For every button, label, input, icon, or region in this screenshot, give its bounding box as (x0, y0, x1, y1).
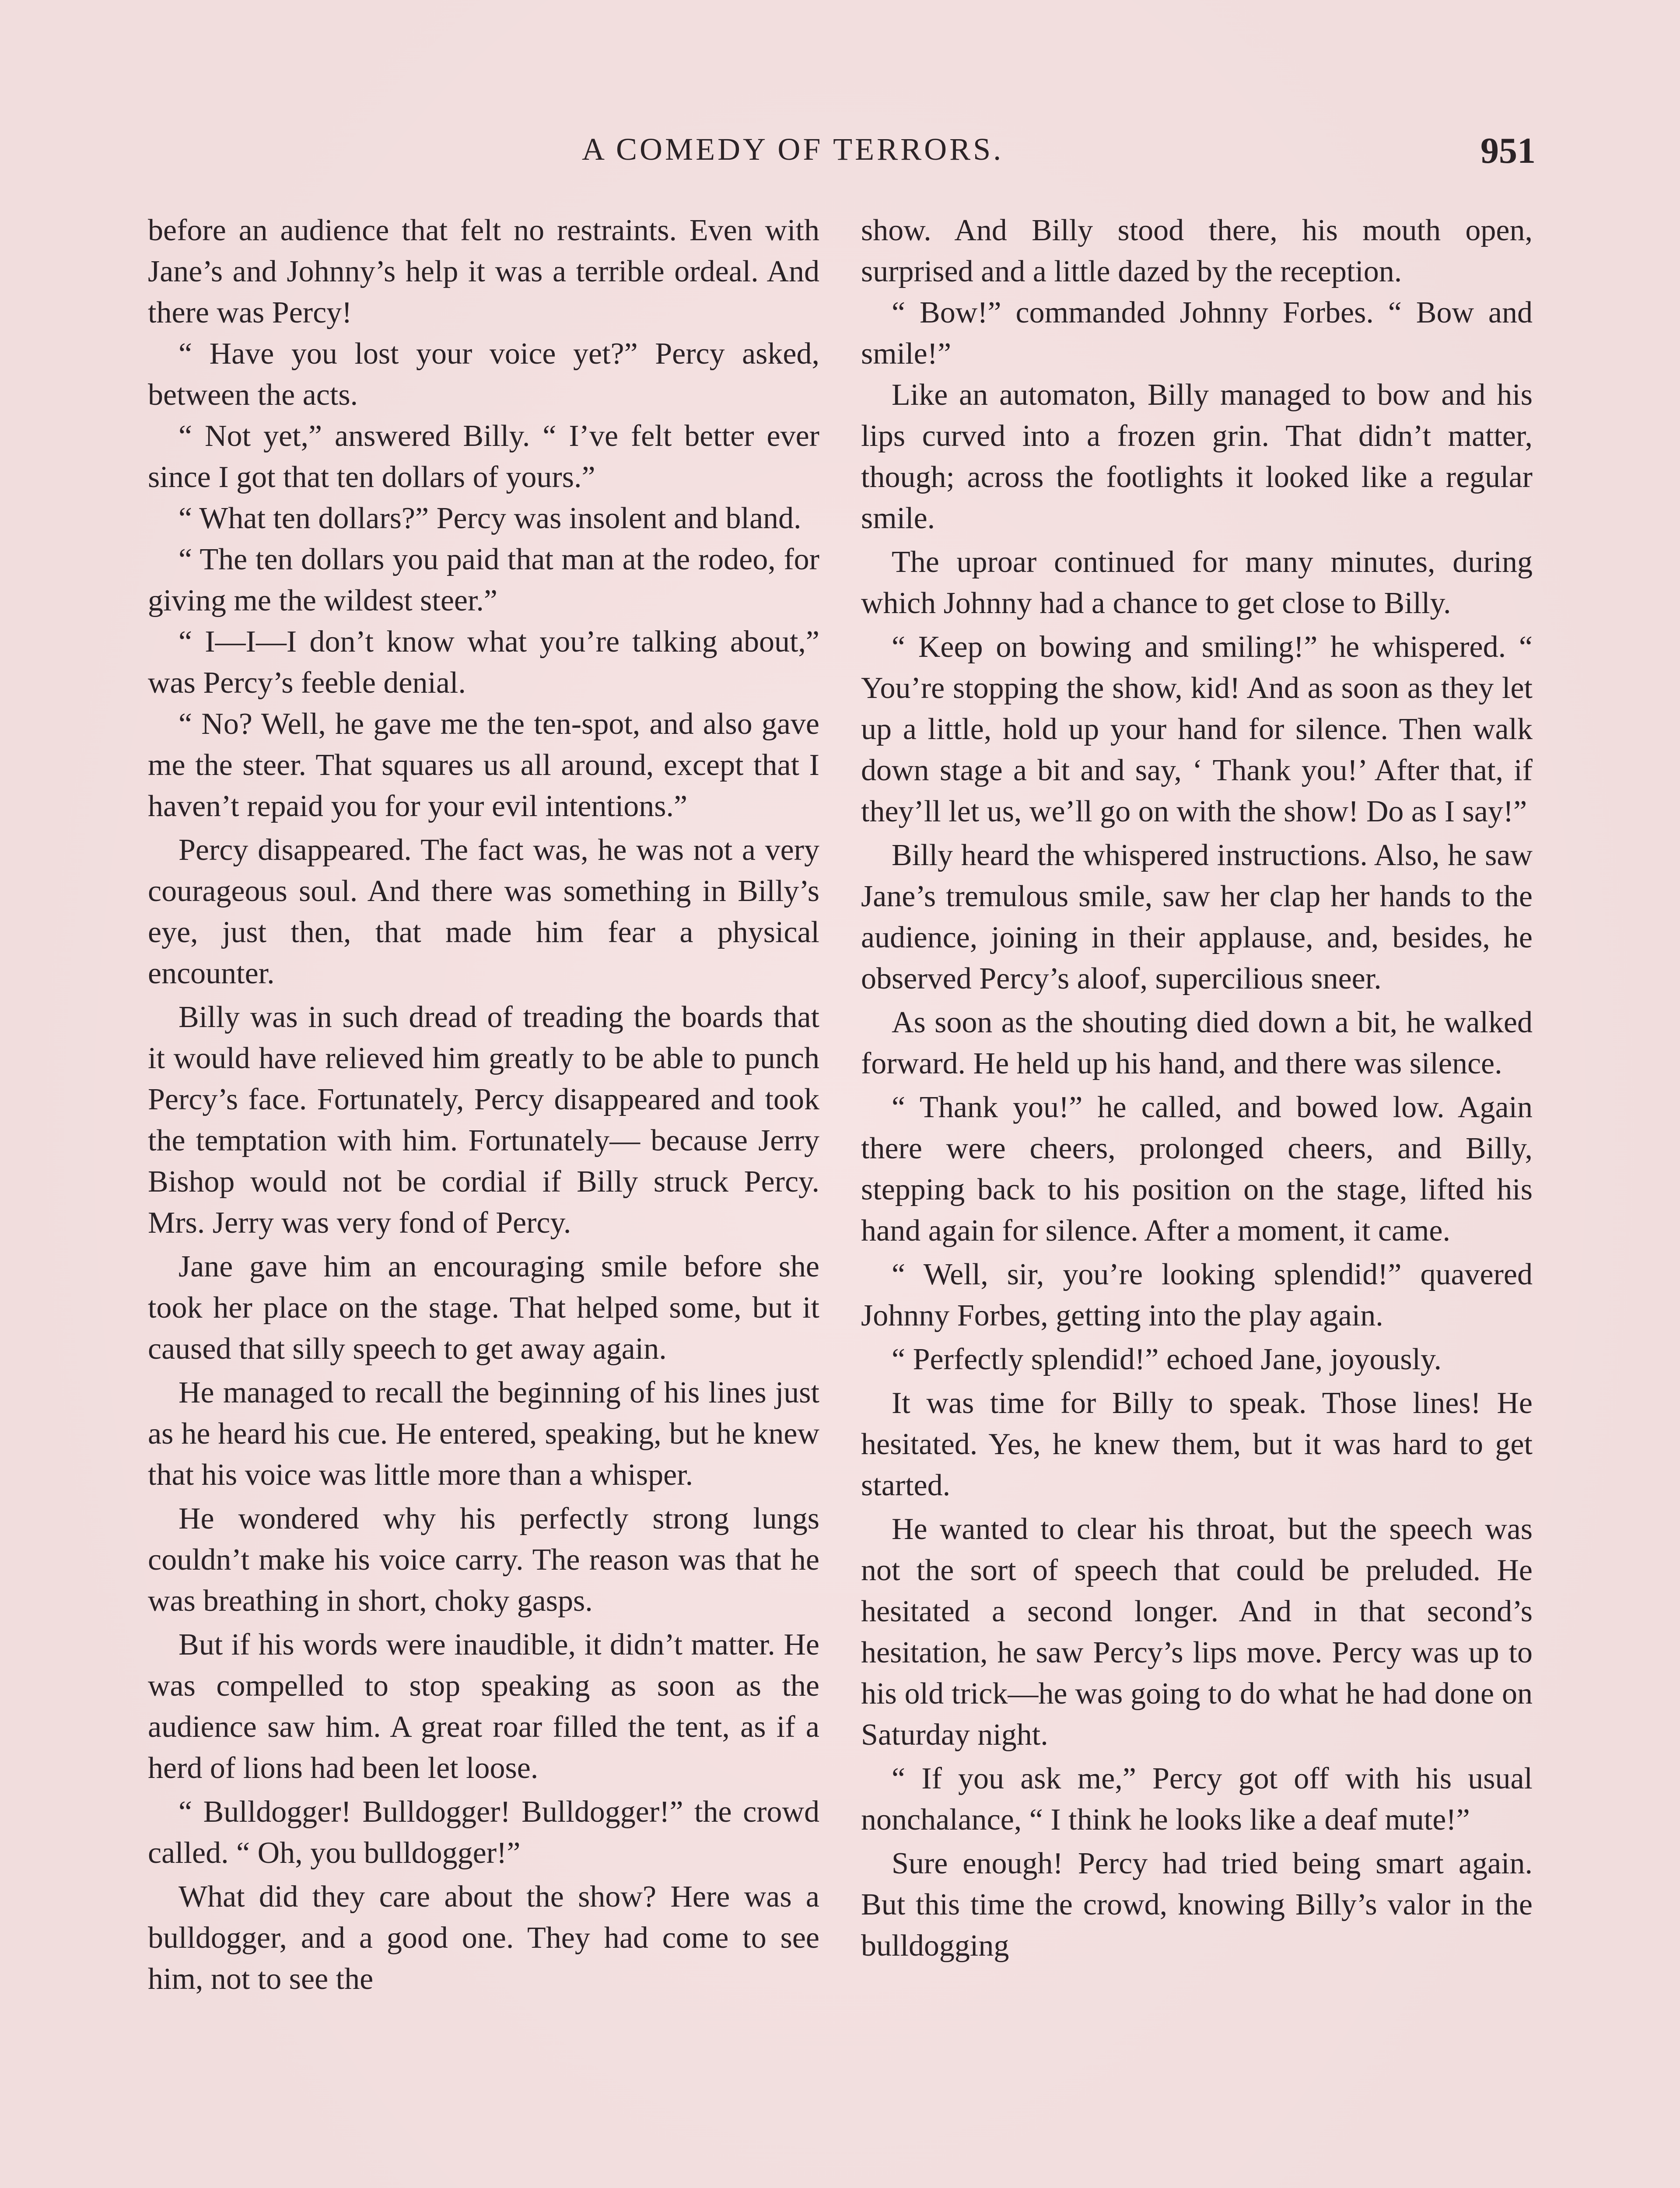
paragraph: “ Bow!” commanded Johnny Forbes. “ Bow and smile!” (861, 296, 1533, 371)
paragraph: “ Perfectly splendid!” echoed Jane, joyously. (892, 1343, 1442, 1376)
paragraph: “ Keep on bowing and smiling!” he whispered. “ You’re stopping the show, kid! And as soon as they let up a little, hold up your hand for silence. Then walk down stage a bit and say, ‘ Thank you!’ After that, if they’ll let us, we’ll go on with the show! Do as I say!” (861, 630, 1533, 828)
paragraph: Percy disappeared. The fact was, he was not a very courageous soul. And there was something in Billy’s eye, just then, that made him fear a physical encounter. (148, 833, 819, 990)
paragraph: Sure enough! Percy had tried being smart again. But this time the crowd, knowing Billy’s valor in the bulldogging (861, 1847, 1533, 1963)
page-number: 951 (1480, 130, 1536, 171)
paragraph: It was time for Billy to speak. Those lines! He hesitated. Yes, he knew them, but it was hard to get started. (861, 1386, 1533, 1502)
paragraph: “ What ten dollars?” Percy was insolent and bland. (178, 501, 802, 535)
paragraph: Like an automaton, Billy managed to bow and his lips curved into a frozen grin. That didn’t matter, though; across the footlights it looked like a regular smile. (861, 378, 1533, 535)
paragraph: Jane gave him an encouraging smile before she took her place on the stage. That helped some, but it caused that silly speech to get away again. (148, 1250, 819, 1366)
paragraph: As soon as the shouting died down a bit, he walked forward. He held up his hand, and there was silence. (861, 1006, 1533, 1080)
paragraph: “ Thank you!” he called, and bowed low. Again there were cheers, prolonged cheers, and Billy, stepping back to his position on the stage, lifted his hand again for silence. After a moment, it came. (861, 1090, 1533, 1248)
paragraph: He managed to recall the beginning of his lines just as he heard his cue. He entered, speaking, but he knew that his voice was little more than a whisper. (148, 1376, 819, 1492)
paragraph: “ Have you lost your voice yet?” Percy asked, between the acts. (148, 337, 819, 412)
paragraph: “ Bulldogger! Bulldogger! Bulldogger!” the crowd called. “ Oh, you bulldogger!” (148, 1795, 819, 1870)
right-column (861, 210, 1533, 1967)
paragraph: The uproar continued for many minutes, during which Johnny had a chance to get close to Billy. (861, 545, 1533, 620)
paragraph: “ Not yet,” answered Billy. “ I’ve felt better ever since I got that ten dollars of yours.” (148, 419, 819, 494)
paragraph: But if his words were inaudible, it didn’t matter. He was compelled to stop speaking as soon as the audience saw him. A great roar filled the tent, as if a herd of lions had been let loose. (148, 1628, 819, 1785)
paragraph: “ I—I—I don’t know what you’re talking about,” was Percy’s feeble denial. (148, 625, 819, 700)
paragraph: He wanted to clear his throat, but the speech was not the sort of speech that could be preluded. He hesitated a second longer. And in that second’s hesitation, he saw Percy’s lips move. Percy was up to his old trick—he was going to do what he had done on Saturday night. (861, 1512, 1533, 1752)
paragraph: Billy heard the whispered instructions. Also, he saw Jane’s tremulous smile, saw her clap her hands to the audience, joining in their applause, and, besides, he observed Percy’s aloof, supercilious sneer. (861, 838, 1533, 996)
paragraph: “ Well, sir, you’re looking splendid!” quavered Johnny Forbes, getting into the play again. (861, 1258, 1533, 1332)
paragraph: “ If you ask me,” Percy got off with his usual nonchalance, “ I think he looks like a deaf mute!” (861, 1762, 1533, 1837)
paragraph: “ The ten dollars you paid that man at the rodeo, for giving me the wildest steer.” (148, 543, 819, 617)
paragraph: Billy was in such dread of treading the boards that it would have relieved him greatly to be able to punch Percy’s face. Fortunately, Percy disappeared and took the temptation with him. Fortunately— because Jerry Bishop would not be cordial if Billy struck Percy. Mrs. Jerry was very fond of Percy. (148, 1000, 819, 1240)
paragraph: “ No? Well, he gave me the ten-spot, and also gave me the steer. That squares us all around, except that I haven’t repaid you for your evil intentions.” (148, 707, 819, 823)
paragraph: What did they care about the show? Here was a bulldogger, and a good one. They had come to see him, not to see the (148, 1880, 819, 1996)
paragraph: show. And Billy stood there, his mouth open, surprised and a little dazed by the reception. (861, 214, 1533, 288)
running-title: A COMEDY OF TERRORS. (582, 132, 1004, 167)
left-column (148, 210, 819, 2000)
paragraph: before an audience that felt no restraints. Even with Jane’s and Johnny’s help it was a terrible ordeal. And there was Percy! (148, 214, 819, 330)
paragraph: He wondered why his perfectly strong lungs couldn’t make his voice carry. The reason was that he was breathing in short, choky gasps. (148, 1502, 819, 1618)
